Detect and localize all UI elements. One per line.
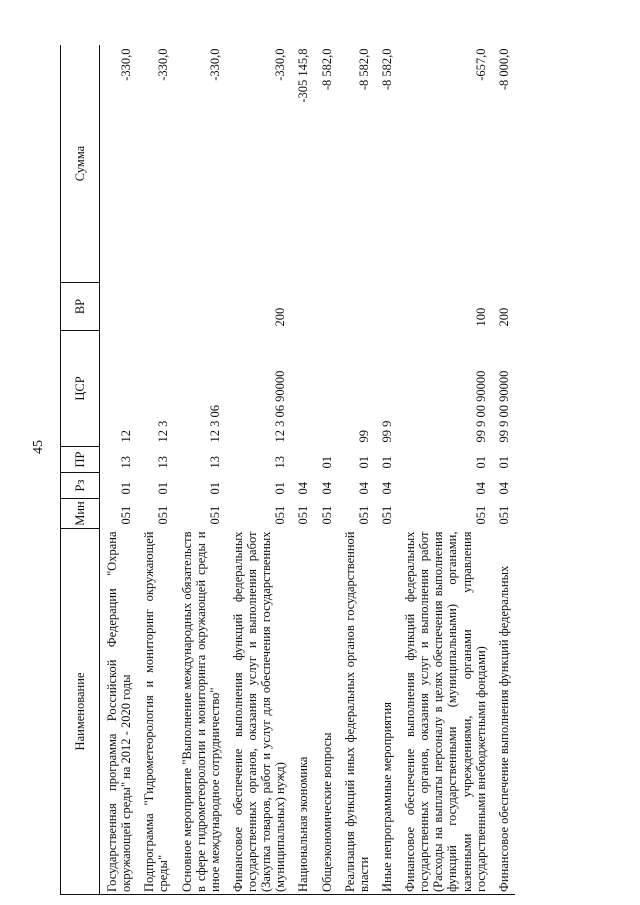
row-csr xyxy=(291,331,314,447)
row-min: 051 xyxy=(156,505,171,525)
table-header-row xyxy=(61,45,100,895)
table-row xyxy=(492,45,515,895)
table-container xyxy=(60,45,592,895)
row-min: 051 xyxy=(379,505,394,525)
rotated-page xyxy=(60,45,592,895)
row-rz: 04 xyxy=(296,482,311,495)
row-pr: 13 xyxy=(207,456,222,469)
header-rz: Рз xyxy=(61,473,100,499)
row-pr: 01 xyxy=(473,456,488,469)
row-csr: 99 9 00 90000 xyxy=(496,370,511,443)
table-row xyxy=(315,45,338,895)
header-min: Мин xyxy=(61,499,100,529)
row-sum: -657,0 xyxy=(473,48,488,81)
row-min: 051 xyxy=(273,505,288,525)
row-csr: 99 9 xyxy=(379,420,394,443)
row-name: Финансовое обеспечение выполнения функций федеральных xyxy=(492,529,515,895)
header-sum: Сумма xyxy=(61,45,100,283)
row-sum: -305 145,8 xyxy=(296,48,311,103)
row-csr: 12 3 06 90000 xyxy=(273,370,288,443)
row-rz: 04 xyxy=(379,482,394,495)
row-rz: 01 xyxy=(156,482,171,495)
row-name: Общеэкономические вопросы xyxy=(315,529,338,895)
header-vr: ВР xyxy=(61,283,100,331)
row-name: Реализация функций иных федеральных органов государственной власти xyxy=(338,529,375,895)
row-csr: 12 xyxy=(119,430,134,443)
row-pr: 13 xyxy=(119,456,134,469)
table-row xyxy=(398,45,492,895)
header-pr: ПР xyxy=(61,447,100,473)
row-min: 051 xyxy=(356,505,371,525)
row-rz: 04 xyxy=(356,482,371,495)
row-sum: -8 000,0 xyxy=(496,48,511,91)
row-vr xyxy=(291,283,314,331)
row-sum: -330,0 xyxy=(156,48,171,81)
row-vr xyxy=(175,283,226,331)
page-number: 45 xyxy=(31,440,46,454)
row-pr: 01 xyxy=(379,456,394,469)
row-name: Национальная экономика xyxy=(291,529,314,895)
row-rz: 01 xyxy=(273,482,288,495)
row-csr: 12 3 06 xyxy=(207,405,222,443)
row-min: 051 xyxy=(473,505,488,525)
table-row xyxy=(100,45,138,895)
row-vr xyxy=(100,283,138,331)
row-name: Финансовое обеспечение выполнения функций федеральных государственных органов, оказания услуг и выполнения работ (Закупка товаров, работ и услуг для обеспечения государственных (муниципальных) нужд) xyxy=(226,529,292,895)
row-rz: 04 xyxy=(319,482,334,495)
row-csr xyxy=(315,331,338,447)
table-row xyxy=(175,45,226,895)
row-pr xyxy=(291,447,314,473)
row-vr xyxy=(338,283,375,331)
row-min: 051 xyxy=(207,505,222,525)
table-row xyxy=(137,45,174,895)
row-sum: -330,0 xyxy=(119,48,134,81)
row-pr: 13 xyxy=(156,456,171,469)
row-vr xyxy=(375,283,398,331)
row-min: 051 xyxy=(496,505,511,525)
row-rz: 01 xyxy=(119,482,134,495)
header-csr: ЦСР xyxy=(61,331,100,447)
row-rz: 04 xyxy=(496,482,511,495)
row-csr: 12 3 xyxy=(156,420,171,443)
table-row xyxy=(375,45,398,895)
row-pr: 01 xyxy=(356,456,371,469)
row-vr xyxy=(315,283,338,331)
row-vr xyxy=(137,283,174,331)
row-csr: 99 xyxy=(356,430,371,443)
row-sum: -8 582,0 xyxy=(379,48,394,91)
row-rz: 01 xyxy=(207,482,222,495)
row-csr: 99 9 00 90000 xyxy=(473,370,488,443)
row-sum: -330,0 xyxy=(273,48,288,81)
row-min: 051 xyxy=(296,505,311,525)
row-sum: -330,0 xyxy=(207,48,222,81)
row-sum: -8 582,0 xyxy=(356,48,371,91)
table-row xyxy=(338,45,375,895)
row-name: Основное мероприятие "Выполнение международных обязательств в сфере гидрометеорологии и мониторинга окружающей среды и иное международное сотрудничество" xyxy=(175,529,226,895)
row-name: Подпрограмма "Гидрометеорология и мониторинг окружающей среды" xyxy=(137,529,174,895)
row-name: Иные непрограммные мероприятия xyxy=(375,529,398,895)
row-pr: 01 xyxy=(319,456,334,469)
row-name: Государственная программа Российской Федерации "Охрана окружающей среды" на 2012 - 2020 годы xyxy=(100,529,138,895)
row-min: 051 xyxy=(319,505,334,525)
row-pr: 01 xyxy=(496,456,511,469)
table-row xyxy=(226,45,292,895)
budget-table xyxy=(60,45,515,895)
row-name: Финансовое обеспечение выполнения функций федеральных государственных органов, оказания услуг и выполнения работ (Расходы на выплаты персоналу в целях обеспечения выполнения функций государственными (муниципальными) органами, казенными учреждениями, органами управления государственными внебюджетными фондами) xyxy=(398,529,492,895)
row-vr: 200 xyxy=(273,307,288,327)
header-name: Наименование xyxy=(61,529,100,895)
row-vr: 200 xyxy=(496,307,511,327)
row-rz: 04 xyxy=(473,482,488,495)
row-sum: -8 582,0 xyxy=(319,48,334,91)
row-pr: 13 xyxy=(273,456,288,469)
table-row xyxy=(291,45,314,895)
row-vr: 100 xyxy=(473,307,488,327)
row-min: 051 xyxy=(119,505,134,525)
